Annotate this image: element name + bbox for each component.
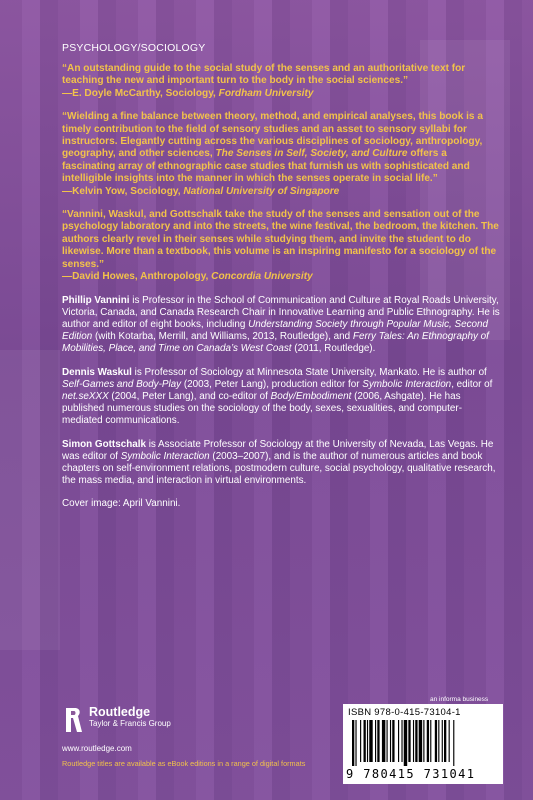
quote-attribution: —E. Doyle McCarthy, Sociology, Fordham University bbox=[62, 87, 314, 99]
publisher-group: Taylor & Francis Group bbox=[89, 719, 171, 728]
author-bio-vannini: Phillip Vannini is Professor in the School of Communication and Culture at Royal Roads University, Victoria, Canada, and Canada Research Chair in Innovative Learning and Public Ethnography. He is author and editor of eight books, including Understanding Society through Popular Music, Second Edition (with Kotarba, Merrill, and Williams, 2013, Routledge), and Ferry Tales: An Ethnography of Mobilities, Place, and Time on Canada’s West Coast (2011, Routledge). bbox=[62, 294, 500, 355]
barcode-bar bbox=[427, 720, 429, 762]
barcode-bar bbox=[408, 720, 410, 762]
barcode-bar bbox=[355, 720, 356, 766]
barcode-bar bbox=[415, 720, 417, 762]
quote-text: “Vannini, Waskul, and Gottschalk take the study of the senses and sensation out of the psychology laboratory and into the streets, the wine festival, the bedroom, the kitchen. The authors clearly revel in their senses while studying them, and invite the student to do likewise. More than a textbook, this volume is an inspiring manifesto for a sociology of the senses.” bbox=[62, 209, 499, 270]
isbn-barcode bbox=[343, 704, 503, 784]
barcode-digits: 9 780415 731041 bbox=[346, 767, 476, 781]
barcode-bar bbox=[430, 720, 431, 762]
barcode-bar bbox=[392, 720, 394, 762]
barcode-bar bbox=[449, 720, 450, 762]
barcode-bar bbox=[435, 720, 437, 762]
informa-tagline: an informa business bbox=[430, 696, 489, 703]
cover-image-credit: Cover image: April Vannini. bbox=[62, 498, 181, 510]
publisher-logo bbox=[62, 705, 171, 735]
barcode-bar bbox=[401, 720, 402, 762]
barcode-bar bbox=[442, 720, 443, 762]
barcode-bar bbox=[375, 720, 376, 762]
barcode-bar bbox=[453, 720, 454, 766]
blurb-quote-2 bbox=[62, 111, 502, 198]
blurb-quote-3 bbox=[62, 209, 502, 283]
barcode-bar bbox=[444, 720, 446, 762]
barcode-bar bbox=[360, 720, 361, 762]
barcode-bar bbox=[369, 720, 372, 762]
barcode-bar bbox=[404, 720, 407, 766]
barcode-bar bbox=[423, 720, 424, 762]
quote-text: “An outstanding guide to the social study of the senses and an authoritative text for teaching the new and important turn to the body in the social sciences.” bbox=[62, 63, 466, 87]
barcode-bar bbox=[390, 720, 391, 762]
barcode-bar bbox=[382, 720, 385, 762]
isbn-number: ISBN 978-0-415-73104-1 bbox=[348, 707, 461, 718]
subject-category: PSYCHOLOGY/SOCIOLOGY bbox=[62, 42, 206, 54]
quote-attribution: —Kelvin Yow, Sociology, National University of Singapore bbox=[62, 185, 340, 197]
barcode-bar bbox=[364, 720, 366, 762]
barcode-bars bbox=[348, 720, 498, 766]
routledge-r-icon bbox=[62, 705, 84, 735]
quote-text: “Wielding a fine balance between theory, method, and empirical analyses, this book is a timely contribution to the field of sensory studies and an asset to sensory syllabi for instructors. Elegantly cutting across the various disciplines of sociology, anthropology, geography, and other sciences, The Senses in Self, Society, and Culture offers a fascinating array of ethnographic case studies that furnish us with sophisticated and intelligible insights into the manner in which the senses operate in social life.” bbox=[62, 111, 483, 185]
barcode-bar bbox=[387, 720, 388, 762]
barcode-bar bbox=[352, 720, 354, 766]
ebook-note: Routledge titles are available as eBook editions in a range of digital formats bbox=[62, 759, 306, 768]
publisher-name: Routledge bbox=[89, 705, 151, 719]
barcode-bar bbox=[398, 720, 399, 762]
barcode-bar bbox=[377, 720, 379, 762]
background-wall bbox=[0, 350, 60, 650]
barcode-bar bbox=[438, 720, 439, 762]
quote-attribution: —David Howes, Anthropology, Concordia University bbox=[62, 271, 313, 283]
author-bio-waskul: Dennis Waskul is Professor of Sociology at Minnesota State University, Mankato. He is author of Self-Games and Body-Play (2003, Peter Lang), production editor for Symbolic Interaction, editor of net.seXXX (2004, Peter Lang), and co-editor of Body/Embodiment (2006, Ashgate). He has published numerous studies on the sociology of the body, sexes, sexualities, and computer-mediated communications. bbox=[62, 366, 493, 427]
cover-text bbox=[62, 42, 502, 509]
barcode-bar bbox=[367, 720, 368, 762]
barcode-bar bbox=[413, 720, 414, 762]
author-bio-gottschalk: Simon Gottschalk is Associate Professor of Sociology at the University of Nevada, Las Vegas. He was editor of Symbolic Interaction (2003–2007), and is the author of numerous articles and book chapters on self-environment relations, postmodern culture, social psychology, qualitative research, the mass media, and interaction in virtual environments. bbox=[62, 438, 496, 487]
barcode-bar bbox=[419, 720, 422, 762]
blurb-quote-1 bbox=[62, 63, 502, 100]
publisher-website: www.routledge.com bbox=[62, 744, 132, 753]
